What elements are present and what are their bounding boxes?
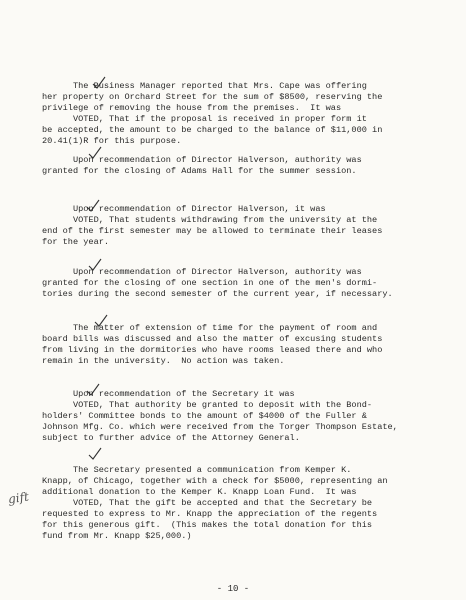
text-line: Upon recommendation of Director Halverson, authority was xyxy=(42,267,362,277)
text-line: holders' Committee bonds to the amount of $4000 of the Fuller & xyxy=(42,411,367,421)
paragraph-knapp-gift xyxy=(42,465,437,542)
text-line: board bills was discussed and also the matter of excusing students xyxy=(42,334,383,344)
text-line: Upon recommendation of Director Halverson, authority was xyxy=(42,155,362,165)
check-mark-icon xyxy=(88,447,102,461)
handwritten-margin-note: gift xyxy=(7,489,30,507)
paragraph-lease-termination xyxy=(42,204,437,248)
paragraph-adams-hall xyxy=(42,155,437,177)
text-line: VOTED, That authority be granted to deposit with the Bond- xyxy=(42,400,373,410)
text-line: Knapp, of Chicago, together with a check for $5000, representing an xyxy=(42,476,388,486)
paragraph-cape-property xyxy=(42,81,437,147)
text-line: requested to express to Mr. Knapp the appreciation of the regents xyxy=(42,509,378,519)
text-line: for this generous gift. (This makes the total donation for this xyxy=(42,520,373,530)
text-line: fund from Mr. Knapp $25,000.) xyxy=(42,531,192,541)
text-line: 20.41(1)R for this purpose. xyxy=(42,136,182,146)
text-line: her property on Orchard Street for the sum of $8500, reserving the xyxy=(42,92,383,102)
text-line: VOTED, That students withdrawing from the university at the xyxy=(42,215,378,225)
text-line: be accepted, the amount to be charged to the balance of $11,000 in xyxy=(42,125,383,135)
paragraph-bondholders-deposit xyxy=(42,389,437,444)
text-line: VOTED, That if the proposal is received in proper form it xyxy=(42,114,367,124)
text-line: for the year. xyxy=(42,237,110,247)
text-line: remain in the university. No action was taken. xyxy=(42,356,285,366)
text-line: Upon recommendation of the Secretary it was xyxy=(42,389,295,399)
text-line: end of the first semester may be allowed to terminate their leases xyxy=(42,226,383,236)
text-line: VOTED, That the gift be accepted and that the Secretary be xyxy=(42,498,373,508)
text-line: granted for the closing of one section in one of the men's dormi- xyxy=(42,278,378,288)
text-line: The Secretary presented a communication from Kemper K. xyxy=(42,465,352,475)
text-line: Johnson Mfg. Co. which were received from the Torger Thompson Estate, xyxy=(42,422,398,432)
text-line: subject to further advice of the Attorney General. xyxy=(42,433,300,443)
text-line: tories during the second semester of the current year, if necessary. xyxy=(42,289,393,299)
text-line: privilege of removing the house from the premises. It was xyxy=(42,103,342,113)
text-line: The Business Manager reported that Mrs. Cape was offering xyxy=(42,81,367,91)
text-line: granted for the closing of Adams Hall for the summer session. xyxy=(42,166,357,176)
text-line: from living in the dormitories who have rooms leased there and who xyxy=(42,345,383,355)
paragraph-room-board-extension xyxy=(42,323,437,367)
text-line: The matter of extension of time for the payment of room and xyxy=(42,323,378,333)
text-line: additional donation to the Kemper K. Knapp Loan Fund. It was xyxy=(42,487,357,497)
paragraph-dormitory-closing xyxy=(42,267,437,300)
page-number: - 10 - xyxy=(216,584,250,594)
text-line: Upon recommendation of Director Halverson, it was xyxy=(42,204,326,214)
